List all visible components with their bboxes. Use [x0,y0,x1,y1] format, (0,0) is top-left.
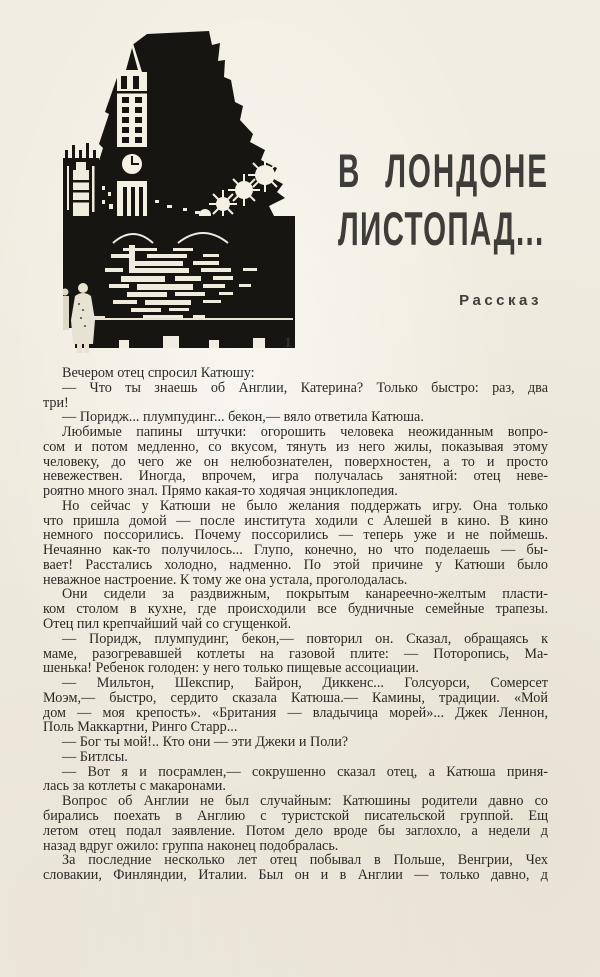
text-line: — Поридж... плумпудинг... бекон,— вяло ответила Катюша. [62,409,424,426]
text-line: — Что ты знаешь об Англии, Катерина? Только быстро: раз, два [62,379,548,396]
text-line: дом — моя крепость». «Британия — владычица морей»... Джек Леннон, [43,704,548,721]
text-line: — Вот я и посрамлен,— сокрушенно сказал отец, а Катюша приня- [62,763,548,780]
text-line: За последние несколько лет отец побывал в Польше, Венгрии, Чех [62,852,548,869]
text-line: ком столом в кухне, где происходили все будничные семейные трапезы. [43,601,548,618]
story-text [43,366,548,883]
text-line: Поль Маккартни, Ринго Старр... [43,719,238,736]
text-line: сом и потом медленно, со вкусом, тянуть из него жилы, показывая этому [43,438,548,455]
text-line: маме, разогревавшей котлеты на газовой плите: — Поторопись, Ма- [43,645,548,662]
text-line: Вопрос об Англии не был случайным: Катюшины родители давно со [62,793,548,810]
text-line: — Битлсы. [62,748,128,765]
text-line: Они сидели за раздвижным, покрытым канареечно-желтым пласти- [62,586,548,603]
text-line: вает! Расстались холодно, надменно. По этой причине у Катюши было [43,556,548,573]
text-line: Но сейчас у Катюши не было желания поддержать игру. Она только [62,497,548,514]
text-line: Любимые папины штучки: огорошить человека неожиданным вопро- [62,424,548,441]
text-line: невежествен. Иногда, впрочем, игра получалась занятной: отец неве- [43,468,548,485]
text-line: — Бог ты мой!.. Кто они — эти Джеки и Поли? [62,734,349,751]
story-title-line2: ЛИСТОПАД... [338,202,545,255]
text-line: назад вдруг ожило: группа наконец подобралась. [43,837,339,854]
text-line: немного поссорились. Почему поссорились — теперь уже и не поймешь. [43,527,548,544]
text-line: три! [43,394,69,411]
text-line: шенька! Ребенок голоден: у него только пищевые ассоциации. [43,660,419,677]
text-line: лась за котлеты с макаронами. [43,778,226,795]
text-line: что пришла домой — после института ходили с Алешей в кино. В кино [43,512,548,529]
text-line: человеку, до чего же он нелюбознателен, поверхностен, а то и просто [43,453,548,470]
text-line: Нечаянно как-то получилось... Глупо, конечно, но что поделаешь — бы- [43,542,548,559]
text-line: словакии, Финляндии, Италии. Был он и в Англии — только давно, д [43,867,548,884]
section-number: 1 [284,335,292,351]
text-line: Моэм,— быстро, сердито сказала Катюша.— Камины, традиции. «Мой [43,689,548,706]
text-line: неважное настроение. К тому же она устала, проголодалась. [43,571,408,588]
text-line: летом отец подал заявление. Потом дело вроде бы заглохло, а недели д [43,822,548,839]
text-line: Отец пил крепчайший чай со сгущенкой. [43,616,292,633]
text-line: бирались поехать в Англию с туристской писательской группой. Ещ [43,807,548,824]
genre-subtitle: Рассказ [459,292,542,309]
story-title-line1: В ЛОНДОНЕ [338,144,549,197]
text-line: роятно много знал. Прямо какая-то ходячая энциклопедия. [43,483,398,500]
story-title [338,144,550,255]
london-night-illustration [63,30,295,356]
text-line: Вечером отец спросил Катюшу: [62,365,255,381]
text-line: — Поридж, плумпудинг, бекон,— повторил он. Сказал, обращаясь к [62,630,548,647]
text-line: — Мильтон, Шекспир, Байрон, Диккенс... Голсуорси, Сомерсет [62,675,548,692]
